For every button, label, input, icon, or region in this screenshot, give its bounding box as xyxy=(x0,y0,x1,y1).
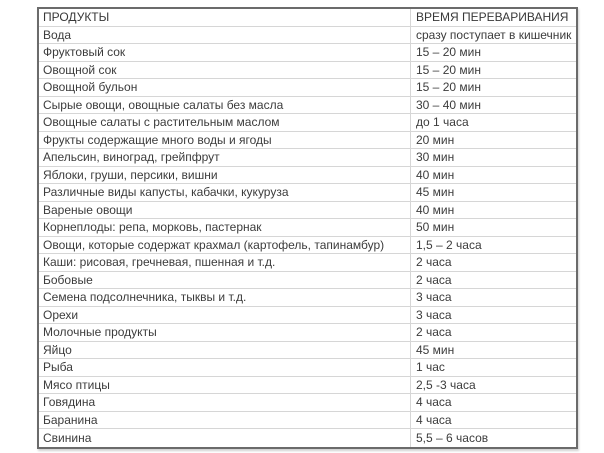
product-cell: Фруктовый сок xyxy=(39,44,411,61)
product-cell: Вареные овощи xyxy=(39,202,411,219)
table-row xyxy=(39,27,576,45)
table-row xyxy=(39,359,576,377)
product-cell: Молочные продукты xyxy=(39,324,411,341)
product-cell: Яблоки, груши, персики, вишни xyxy=(39,167,411,184)
table-body xyxy=(39,27,576,447)
table-row xyxy=(39,272,576,290)
product-cell: Овощной бульон xyxy=(39,79,411,96)
table-row xyxy=(39,412,576,430)
product-cell: Яйцо xyxy=(39,342,411,359)
table-row xyxy=(39,429,576,447)
table-header-row xyxy=(39,9,576,27)
time-cell: до 1 часа xyxy=(416,115,469,130)
table-row xyxy=(39,62,576,80)
table-row xyxy=(39,307,576,325)
product-cell: Различные виды капусты, кабачки, кукуруза xyxy=(39,184,411,201)
table-row xyxy=(39,342,576,360)
table-row xyxy=(39,219,576,237)
table-row xyxy=(39,79,576,97)
time-cell: 40 мин xyxy=(416,167,455,182)
time-cell: 1 час xyxy=(416,360,445,375)
table-row xyxy=(39,394,576,412)
digestion-time-table xyxy=(37,7,578,449)
time-cell: 30 – 40 мин xyxy=(416,97,481,112)
product-cell: Вода xyxy=(39,27,411,44)
table-row xyxy=(39,202,576,220)
table-row xyxy=(39,254,576,272)
product-cell: Семена подсолнечника, тыквы и т.д. xyxy=(39,289,411,306)
time-cell: 15 – 20 мин xyxy=(416,62,481,77)
time-cell: 2 часа xyxy=(416,325,452,340)
product-cell: Фрукты содержащие много воды и ягоды xyxy=(39,132,411,149)
product-cell: Рыба xyxy=(39,359,411,376)
product-cell: Орехи xyxy=(39,307,411,324)
product-cell: Каши: рисовая, гречневая, пшенная и т.д. xyxy=(39,254,411,271)
time-cell: 2,5 -3 часа xyxy=(416,377,476,392)
product-cell: Апельсин, виноград, грейпфрут xyxy=(39,149,411,166)
product-cell: Овощные салаты с растительным маслом xyxy=(39,114,411,131)
time-cell: 15 – 20 мин xyxy=(416,80,481,95)
product-cell: Сырые овощи, овощные салаты без масла xyxy=(39,97,411,114)
product-cell: Мясо птицы xyxy=(39,377,411,394)
time-cell: 40 мин xyxy=(416,202,455,217)
table-row xyxy=(39,184,576,202)
table-row xyxy=(39,132,576,150)
table-row xyxy=(39,237,576,255)
table-row xyxy=(39,114,576,132)
column-header-digestion-time: ВРЕМЯ ПЕРЕВАРИВАНИЯ xyxy=(416,10,569,25)
table-row xyxy=(39,44,576,62)
table-row xyxy=(39,149,576,167)
time-cell: 45 мин xyxy=(416,342,455,357)
table-row xyxy=(39,167,576,185)
product-cell: Говядина xyxy=(39,394,411,411)
time-cell: 15 – 20 мин xyxy=(416,45,481,60)
time-cell: 4 часа xyxy=(416,395,452,410)
time-cell: 1,5 – 2 часа xyxy=(416,237,482,252)
column-header-products: ПРОДУКТЫ xyxy=(39,9,411,26)
time-cell: 3 часа xyxy=(416,307,452,322)
time-cell: 2 часа xyxy=(416,255,452,270)
product-cell: Баранина xyxy=(39,412,411,429)
product-cell: Овощной сок xyxy=(39,62,411,79)
time-cell: сразу поступает в кишечник xyxy=(416,27,572,42)
time-cell: 50 мин xyxy=(416,220,455,235)
product-cell: Свинина xyxy=(39,429,411,447)
time-cell: 20 мин xyxy=(416,132,455,147)
time-cell: 5,5 – 6 часов xyxy=(416,430,489,445)
time-cell: 30 мин xyxy=(416,150,455,165)
table-row xyxy=(39,324,576,342)
time-cell: 2 часа xyxy=(416,272,452,287)
time-cell: 45 мин xyxy=(416,185,455,200)
time-cell: 4 часа xyxy=(416,412,452,427)
time-cell: 3 часа xyxy=(416,290,452,305)
table-row xyxy=(39,97,576,115)
product-cell: Корнеплоды: репа, морковь, пастернак xyxy=(39,219,411,236)
table-row xyxy=(39,377,576,395)
product-cell: Овощи, которые содержат крахмал (картофель, тапинамбур) xyxy=(39,237,411,254)
table-row xyxy=(39,289,576,307)
product-cell: Бобовые xyxy=(39,272,411,289)
